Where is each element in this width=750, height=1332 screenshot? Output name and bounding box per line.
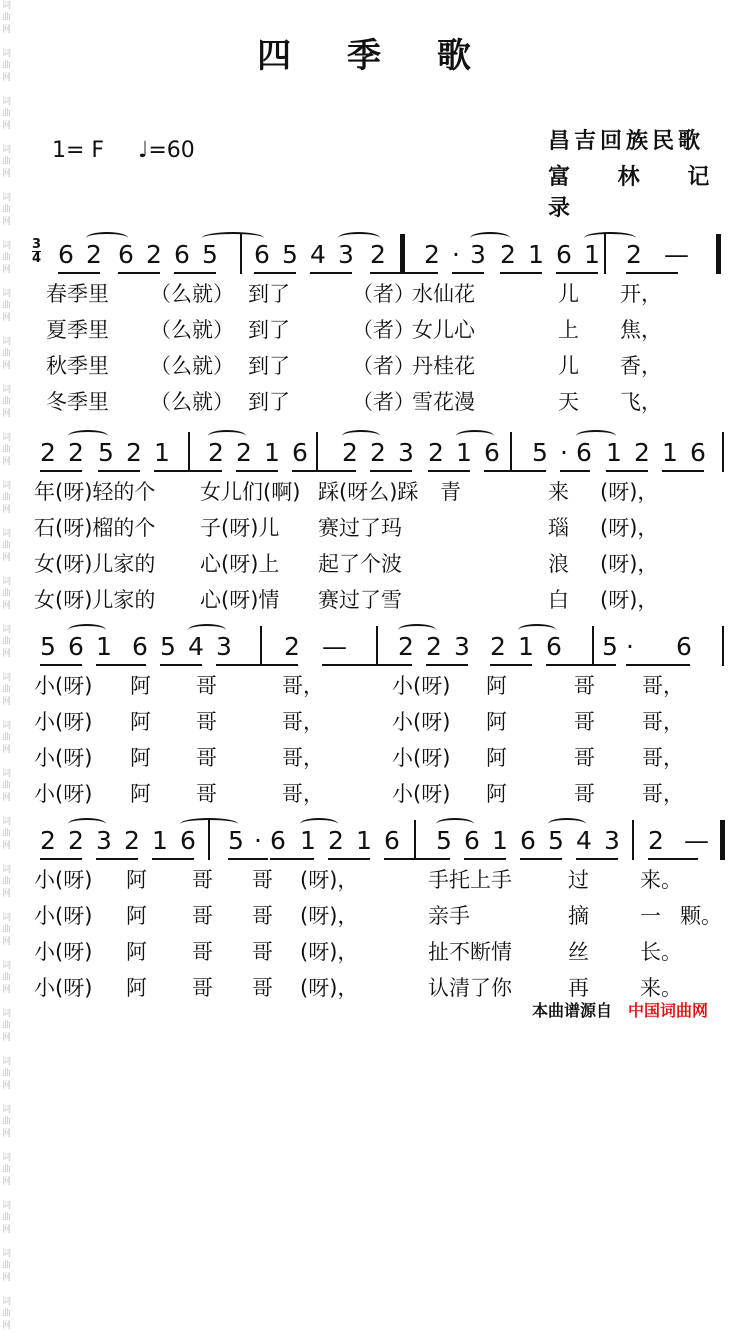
meter-bottom: 4 xyxy=(32,251,42,266)
slur xyxy=(548,818,586,830)
bar-line xyxy=(716,234,721,274)
beam-line xyxy=(228,858,268,860)
slur xyxy=(300,818,338,830)
beam-line xyxy=(384,858,450,860)
lyric-verse-3: 小(呀) xyxy=(392,746,451,770)
slur xyxy=(436,818,474,830)
lyric-verse-2: 亲手 xyxy=(428,904,470,928)
beam-line xyxy=(576,858,618,860)
note: 3 xyxy=(470,240,486,269)
beam-line xyxy=(556,272,598,274)
lyric-verse-2: 夏季里 xyxy=(46,318,109,342)
beam-line xyxy=(322,664,412,666)
beam-line xyxy=(40,664,82,666)
note: 6 xyxy=(676,632,692,661)
bar-line xyxy=(188,432,190,472)
note: · xyxy=(452,240,460,269)
slur xyxy=(188,624,226,636)
note: 2 xyxy=(40,438,56,467)
note: 5 xyxy=(202,240,218,269)
note: 3 xyxy=(96,826,112,855)
lyric-verse-3: 长。 xyxy=(640,940,682,964)
beam-line xyxy=(626,272,678,274)
note: 6 xyxy=(292,438,308,467)
slur xyxy=(470,232,510,244)
lyric-verse-3: 哥 xyxy=(252,940,273,964)
note: 1 xyxy=(606,438,622,467)
note: 5 xyxy=(98,438,114,467)
tempo-marking: ♩=60 xyxy=(138,138,195,163)
lyric-verse-3: 丝 xyxy=(568,940,589,964)
slur xyxy=(86,232,128,244)
lyric-verse-4: （么就） xyxy=(150,390,234,414)
note: 5 xyxy=(282,240,298,269)
lyric-verse-1: 小(呀) xyxy=(34,674,93,698)
bar-line xyxy=(414,820,416,860)
note: 5 xyxy=(228,826,244,855)
note: 4 xyxy=(188,632,204,661)
lyric-verse-3: 小(呀) xyxy=(34,746,93,770)
note: — xyxy=(684,826,709,855)
slur xyxy=(208,430,246,442)
slur xyxy=(202,232,264,244)
beam-line xyxy=(606,470,648,472)
lyric-verse-4: 认清了你 xyxy=(428,976,512,1000)
lyric-verse-1: 哥 xyxy=(574,674,595,698)
lyric-verse-2: 哥， xyxy=(282,710,324,734)
credit-origin: 昌吉回族民歌 xyxy=(548,128,705,154)
lyric-verse-3: 哥 xyxy=(574,746,595,770)
note: 2 xyxy=(426,632,442,661)
note: 1 xyxy=(152,826,168,855)
beam-line xyxy=(370,470,412,472)
lyric-verse-4: 冬季里 xyxy=(46,390,109,414)
note: · xyxy=(254,826,262,855)
beam-line xyxy=(96,664,146,666)
lyric-verse-4: 阿 xyxy=(130,782,151,806)
note: 6 xyxy=(484,438,500,467)
note-row xyxy=(0,428,750,478)
beam-line xyxy=(662,470,704,472)
lyric-verse-1: 阿 xyxy=(130,674,151,698)
note: 6 xyxy=(270,826,286,855)
score-line-1 xyxy=(0,230,750,430)
beam-line xyxy=(648,858,698,860)
beam-line xyxy=(500,272,542,274)
lyric-verse-4: 阿 xyxy=(486,782,507,806)
lyric-verse-1: 哥 xyxy=(252,868,273,892)
beam-line xyxy=(40,858,82,860)
lyric-verse-2: 哥 xyxy=(196,710,217,734)
note: 6 xyxy=(174,240,190,269)
note: · xyxy=(626,632,634,661)
note: 6 xyxy=(546,632,562,661)
lyric-verse-2: 石(呀)榴的个 xyxy=(34,516,156,540)
lyric-verse-1: 儿 xyxy=(558,282,579,306)
lyric-verse-2: (呀)， xyxy=(600,516,659,540)
beam-line xyxy=(464,858,506,860)
song-title: 四 季 歌 xyxy=(257,36,493,76)
note: 2 xyxy=(490,632,506,661)
lyric-verse-2: 摘 xyxy=(568,904,589,928)
note: 5 xyxy=(40,632,56,661)
note: 6 xyxy=(464,826,480,855)
note: — xyxy=(664,240,689,269)
lyric-verse-1: 女儿们(啊) xyxy=(200,480,301,504)
lyric-verse-3: 心(呀)上 xyxy=(200,552,280,576)
lyric-verse-2: 哥， xyxy=(642,710,684,734)
note: 2 xyxy=(424,240,440,269)
beam-line xyxy=(254,272,296,274)
note: 2 xyxy=(370,240,386,269)
bar-line xyxy=(592,626,594,666)
note: 1 xyxy=(356,826,372,855)
note: 2 xyxy=(146,240,162,269)
lyric-verse-1: 小(呀) xyxy=(34,868,93,892)
note: 2 xyxy=(626,240,642,269)
beam-line xyxy=(270,858,314,860)
note: 2 xyxy=(428,438,444,467)
lyric-verse-3: 哥 xyxy=(196,746,217,770)
lyric-verse-4: （者） xyxy=(352,390,415,414)
note: 6 xyxy=(556,240,572,269)
lyric-verse-2: （么就） xyxy=(150,318,234,342)
lyric-verse-1: 春季里 xyxy=(46,282,109,306)
beam-line xyxy=(626,664,690,666)
note: 2 xyxy=(500,240,516,269)
note: 4 xyxy=(310,240,326,269)
note: 2 xyxy=(328,826,344,855)
lyric-verse-1: 水仙花 xyxy=(412,282,475,306)
lyric-verse-1: 阿 xyxy=(486,674,507,698)
lyric-verse-4: 来。 xyxy=(640,976,682,1000)
lyric-verse-2: (呀)， xyxy=(300,904,359,928)
beam-line xyxy=(546,664,616,666)
slur xyxy=(456,430,494,442)
note: 2 xyxy=(370,438,386,467)
note: 3 xyxy=(216,632,232,661)
lyric-verse-4: 小(呀) xyxy=(392,782,451,806)
lyric-verse-2: 小(呀) xyxy=(34,904,93,928)
slur xyxy=(342,430,380,442)
lyric-verse-2: 女儿心 xyxy=(412,318,475,342)
note: 1 xyxy=(584,240,600,269)
lyric-verse-1: （者） xyxy=(352,282,415,306)
beam-line xyxy=(484,470,546,472)
note: 6 xyxy=(520,826,536,855)
lyric-verse-2: 颗。 xyxy=(680,904,722,928)
lyric-verse-1: 年(呀)轻的个 xyxy=(34,480,156,504)
beam-line xyxy=(58,272,100,274)
lyric-verse-4: 哥 xyxy=(192,976,213,1000)
lyric-verse-1: (呀)， xyxy=(600,480,659,504)
beam-line xyxy=(328,858,370,860)
note: 5 xyxy=(532,438,548,467)
note: 2 xyxy=(398,632,414,661)
lyric-verse-3: 秋季里 xyxy=(46,354,109,378)
source-prefix: 本曲谱源自 xyxy=(532,1001,613,1020)
lyric-verse-4: 阿 xyxy=(126,976,147,1000)
note: 2 xyxy=(634,438,650,467)
lyric-verse-3: 香， xyxy=(620,354,662,378)
lyric-verse-3: 哥， xyxy=(642,746,684,770)
lyric-verse-2: 瑙 xyxy=(548,516,569,540)
lyric-verse-3: 哥， xyxy=(282,746,324,770)
lyric-verse-2: 哥 xyxy=(252,904,273,928)
note: 1 xyxy=(264,438,280,467)
meter-top: 3 xyxy=(32,237,42,252)
lyric-verse-4: 女(呀)儿家的 xyxy=(34,588,156,612)
lyric-verse-1: 开， xyxy=(620,282,662,306)
beam-line xyxy=(520,858,562,860)
lyric-verse-3: (呀)， xyxy=(300,940,359,964)
note: 2 xyxy=(126,438,142,467)
lyric-verse-3: 扯不断情 xyxy=(428,940,512,964)
note: 5 xyxy=(160,632,176,661)
bar-line xyxy=(510,432,512,472)
lyric-verse-4: 哥， xyxy=(282,782,324,806)
note: 6 xyxy=(254,240,270,269)
credit-recorder: 富 林 记录 xyxy=(548,164,730,221)
beam-line xyxy=(216,664,298,666)
note: 5 xyxy=(436,826,452,855)
note: 4 xyxy=(576,826,592,855)
lyric-verse-2: 到了 xyxy=(248,318,290,342)
slur xyxy=(398,624,436,636)
lyric-verse-4: 雪花漫 xyxy=(412,390,475,414)
lyric-verse-3: （么就） xyxy=(150,354,234,378)
lyric-verse-3: 儿 xyxy=(558,354,579,378)
beam-line xyxy=(96,858,138,860)
lyric-verse-4: 哥 xyxy=(252,976,273,1000)
lyric-verse-2: 小(呀) xyxy=(34,710,93,734)
lyric-verse-1: 哥 xyxy=(192,868,213,892)
lyric-verse-1: 来。 xyxy=(640,868,682,892)
bar-line xyxy=(400,234,405,274)
note: 2 xyxy=(342,438,358,467)
lyric-verse-3: 丹桂花 xyxy=(412,354,475,378)
lyric-verse-4: (呀)， xyxy=(300,976,359,1000)
lyric-verse-1: 青 xyxy=(440,480,461,504)
note-row xyxy=(0,622,750,672)
lyric-verse-2: 子(呀)儿 xyxy=(200,516,280,540)
note: 6 xyxy=(132,632,148,661)
note: 2 xyxy=(68,826,84,855)
lyric-verse-3: (呀)， xyxy=(600,552,659,576)
lyric-verse-2: 小(呀) xyxy=(392,710,451,734)
note: 6 xyxy=(690,438,706,467)
slur xyxy=(576,430,616,442)
lyric-verse-1: 过 xyxy=(568,868,589,892)
lyric-verse-3: 起了个波 xyxy=(318,552,402,576)
lyric-verse-4: 哥 xyxy=(196,782,217,806)
lyric-verse-3: 女(呀)儿家的 xyxy=(34,552,156,576)
lyric-verse-2: 上 xyxy=(558,318,579,342)
note: — xyxy=(322,632,347,661)
lyric-verse-2: 哥 xyxy=(574,710,595,734)
note: 5 xyxy=(548,826,564,855)
note: 3 xyxy=(604,826,620,855)
lyric-verse-1: (呀)， xyxy=(300,868,359,892)
beam-line xyxy=(152,858,194,860)
lyric-verse-1: 哥， xyxy=(642,674,684,698)
lyric-verse-4: 哥 xyxy=(574,782,595,806)
beam-line xyxy=(40,470,82,472)
note: 6 xyxy=(576,438,592,467)
note: 1 xyxy=(300,826,316,855)
beam-line xyxy=(174,272,216,274)
lyric-verse-4: 心(呀)情 xyxy=(200,588,280,612)
note: 2 xyxy=(124,826,140,855)
lyric-verse-4: 赛过了雪 xyxy=(318,588,402,612)
lyric-verse-3: （者） xyxy=(352,354,415,378)
lyric-verse-2: 阿 xyxy=(130,710,151,734)
note: 1 xyxy=(154,438,170,467)
lyric-verse-3: 浪 xyxy=(548,552,569,576)
slur xyxy=(338,232,380,244)
note: 6 xyxy=(118,240,134,269)
lyric-verse-3: 阿 xyxy=(486,746,507,770)
lyric-verse-1: 阿 xyxy=(126,868,147,892)
note: 1 xyxy=(528,240,544,269)
lyric-verse-4: 白 xyxy=(548,588,569,612)
score-line-4 xyxy=(0,816,750,1016)
lyric-verse-1: 哥 xyxy=(196,674,217,698)
lyric-verse-2: 焦， xyxy=(620,318,662,342)
beam-line xyxy=(118,272,160,274)
lyric-verse-4: 到了 xyxy=(248,390,290,414)
lyric-verse-1: （么就） xyxy=(150,282,234,306)
note: 2 xyxy=(284,632,300,661)
note: 1 xyxy=(96,632,112,661)
note: 3 xyxy=(338,240,354,269)
slur xyxy=(584,232,636,244)
slur xyxy=(68,818,106,830)
beam-line xyxy=(292,470,356,472)
lyric-verse-4: 哥， xyxy=(642,782,684,806)
bar-line xyxy=(316,432,318,472)
score-line-2 xyxy=(0,428,750,628)
beam-line xyxy=(98,470,140,472)
bar-line xyxy=(604,234,606,274)
beam-line xyxy=(490,664,532,666)
note: 1 xyxy=(518,632,534,661)
note: 2 xyxy=(208,438,224,467)
key-signature: 1= F xyxy=(52,138,105,163)
beam-line xyxy=(236,470,278,472)
lyric-verse-1: 到了 xyxy=(248,282,290,306)
note-row xyxy=(0,816,750,866)
score-line-3 xyxy=(0,622,750,822)
lyric-verse-4: 小(呀) xyxy=(34,782,93,806)
slur xyxy=(518,624,556,636)
bar-line xyxy=(722,432,724,472)
lyric-verse-1: 手托上手 xyxy=(428,868,512,892)
beam-line xyxy=(452,272,484,274)
note: 6 xyxy=(58,240,74,269)
note: 1 xyxy=(492,826,508,855)
beam-line xyxy=(310,272,352,274)
note: 2 xyxy=(236,438,252,467)
lyric-verse-1: 哥， xyxy=(282,674,324,698)
lyric-verse-4: 再 xyxy=(568,976,589,1000)
beam-line xyxy=(428,470,470,472)
lyric-verse-3: 小(呀) xyxy=(34,940,93,964)
note: 6 xyxy=(68,632,84,661)
source-site-link[interactable]: 中国词曲网 xyxy=(628,1001,709,1020)
beam-line xyxy=(160,664,202,666)
bar-line xyxy=(722,626,724,666)
note: · xyxy=(560,438,568,467)
slur xyxy=(68,430,108,442)
note: 2 xyxy=(86,240,102,269)
lyric-verse-3: 到了 xyxy=(248,354,290,378)
lyric-verse-1: 小(呀) xyxy=(392,674,451,698)
beam-line xyxy=(426,664,468,666)
beam-line xyxy=(560,470,590,472)
note: 2 xyxy=(648,826,664,855)
lyric-verse-3: 阿 xyxy=(130,746,151,770)
slur xyxy=(68,624,106,636)
note: 5 xyxy=(602,632,618,661)
note: 2 xyxy=(68,438,84,467)
lyric-verse-4: 飞， xyxy=(620,390,662,414)
note-row xyxy=(0,230,750,280)
note: 1 xyxy=(456,438,472,467)
lyric-verse-4: (呀)， xyxy=(600,588,659,612)
lyric-verse-1: 来 xyxy=(548,480,569,504)
note: 3 xyxy=(398,438,414,467)
lyric-verse-3: 哥 xyxy=(192,940,213,964)
note: 6 xyxy=(180,826,196,855)
lyric-verse-2: （者） xyxy=(352,318,415,342)
bar-line xyxy=(240,234,242,274)
bar-line xyxy=(376,626,378,666)
bar-line xyxy=(208,820,210,860)
lyric-verse-1: 踩(呀么)踩 xyxy=(318,480,419,504)
lyric-verse-2: 一 xyxy=(640,904,661,928)
lyric-verse-2: 哥 xyxy=(192,904,213,928)
note: 1 xyxy=(662,438,678,467)
bar-line xyxy=(260,626,262,666)
bar-line xyxy=(720,820,725,860)
lyric-verse-2: 阿 xyxy=(126,904,147,928)
lyric-verse-2: 阿 xyxy=(486,710,507,734)
side-watermark: 词 曲 网 词 曲 网 词 曲 网 词 曲 网 词 曲 网 词 曲 网 词 曲 网 词 曲 网 词 曲 网 词 曲 网 词 曲 网 词 曲 网 词 曲 网 词 曲 网 词 曲 网 词 曲 网 词 曲 网 词 曲 网 词 曲 网 词 曲 网 词 曲 网 词 曲 网 词 曲 网 词 曲 网 词 曲 网 词 曲 网 词 曲 网 词 曲 网 xyxy=(2,1,12,1331)
bar-line xyxy=(632,820,634,860)
note: 2 xyxy=(40,826,56,855)
time-signature xyxy=(32,238,41,265)
lyric-verse-3: 阿 xyxy=(126,940,147,964)
note: 3 xyxy=(454,632,470,661)
lyric-verse-2: 赛过了玛 xyxy=(318,516,402,540)
lyric-verse-4: 小(呀) xyxy=(34,976,93,1000)
lyric-verse-4: 天 xyxy=(558,390,579,414)
note: 6 xyxy=(384,826,400,855)
